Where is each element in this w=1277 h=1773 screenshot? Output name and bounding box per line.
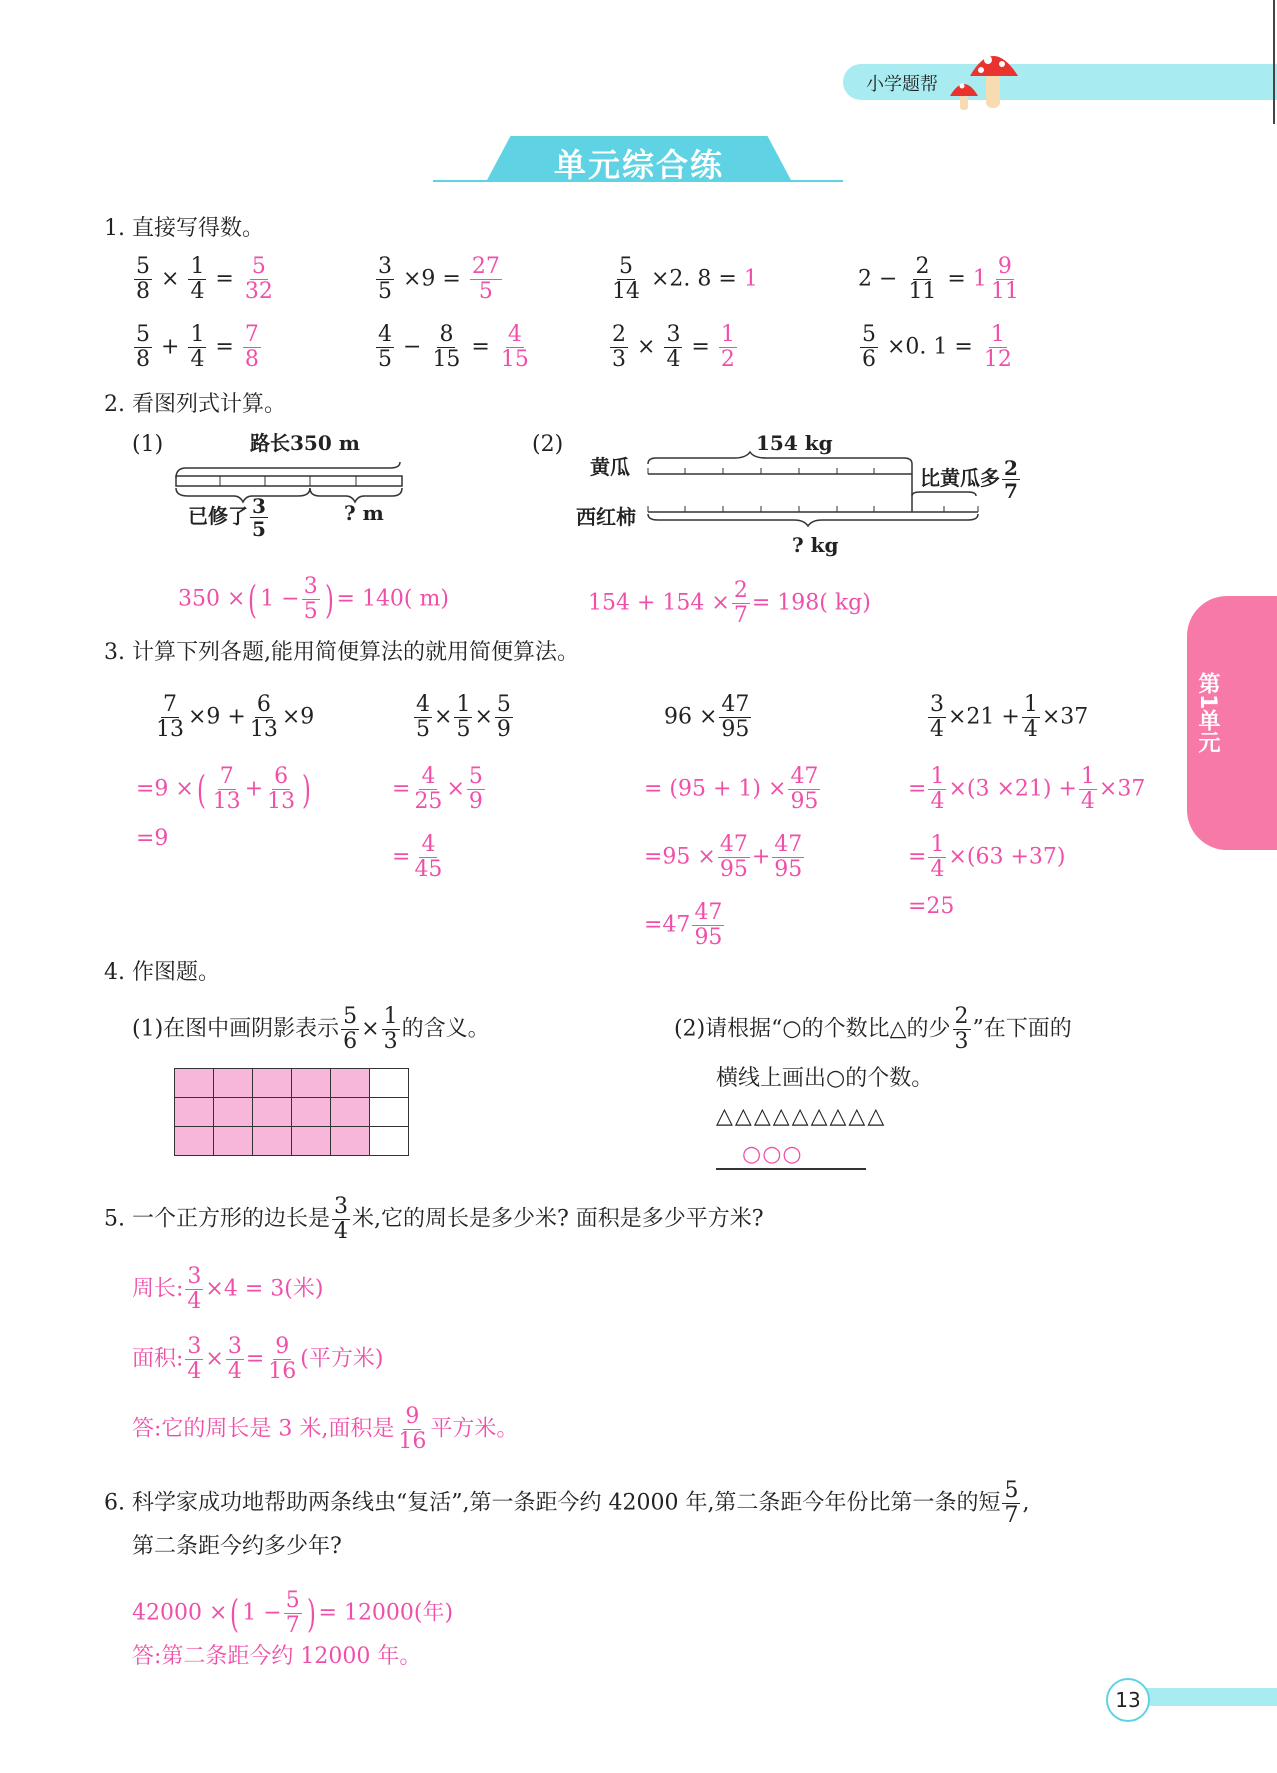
q3a-step1: =9 ×( $\frac{7}{13}$ + $\frac{6}{13}$ ) [136,764,311,814]
q3d-step3: =25 [908,894,955,919]
q3b-step1: = $\frac{4}{25}$ × $\frac{5}{9}$ [392,764,483,814]
q2-part1-answer: 350 ×( 1 − $\frac{3}{5}$ ) = 140( m) [178,574,449,624]
q5-final-answer: 答:它的周长是 3 米,面积是 $\frac{9}{16}$ 平方米。 [132,1404,519,1454]
tomato-label: 西红柿 [576,505,636,529]
q3-title: 3. 计算下列各题,能用简便算法的就用简便算法。 [104,640,579,665]
q1-item: $\frac{5}{8}$ × $\frac{1}{4}$ = $\frac{5}{32}$ [136,254,273,304]
q1-item: $\frac{3}{5}$ ×9 = $\frac{27}{5}$ [378,254,500,304]
circle-answer: ○○○ [742,1142,803,1167]
q1-item: $\frac{5}{8}$ + $\frac{1}{4}$ = $\frac{7}{8}$ [136,322,259,372]
q1-item: $\frac{2}{3}$ × $\frac{3}{4}$ = $\frac{1}{2}$ [612,322,735,372]
q3b-step2: = $\frac{4}{45}$ [392,832,443,882]
unit-label: 第1单元 [1195,672,1220,754]
q6-question-line1: 6. 科学家成功地帮助两条线虫“复活”,第一条距今约 42000 年,第二条距今年份比第一条的短 $\frac{5}{7}$ , [104,1478,1030,1528]
q3c-step3: =47 $\frac{47}{95}$ [644,900,723,950]
done-label: 已修了 $\frac{3}{5}$ [188,494,266,541]
unknown-m-label: ? m [344,501,384,525]
answer-line[interactable] [716,1168,866,1170]
q3d-expression: $\frac{3}{4}$ ×21 + $\frac{1}{4}$ ×37 [930,692,1089,742]
q3b-expression: $\frac{4}{5}$ × $\frac{1}{5}$ × $\frac{5}{9}$ [416,692,511,742]
q3c-step2: =95 × $\frac{47}{95}$ + $\frac{47}{95}$ [644,832,803,882]
right-edge-line [1273,0,1275,124]
q6-final-answer: 答:第二条距今约 12000 年。 [132,1644,422,1669]
q5-question: 5. 一个正方形的边长是 $\frac{3}{4}$ 米,它的周长是多少米? 面积是多少平方米? [104,1194,764,1244]
q4-part2-text-line2: 横线上画出○的个数。 [716,1066,934,1091]
q1-item: $\frac{5}{6}$ ×0. 1 = $\frac{1}{12}$ [862,322,1012,372]
q5-area-answer: 面积: $\frac{3}{4}$ × $\frac{3}{4}$ = $\frac{9}{16}$ (平方米) [132,1334,384,1384]
footer-bar [1130,1688,1277,1706]
mushroom-icon [948,42,1028,114]
q4-title: 4. 作图题。 [104,960,220,985]
q2-title: 2. 看图列式计算。 [104,392,286,417]
q6-answer: 42000 ×( 1 − $\frac{5}{7}$ ) = 12000(年) [132,1588,454,1638]
weight-label: 154 kg [756,431,833,455]
q1-title: 1. 直接写得数。 [104,216,264,241]
q3d-step1: = $\frac{1}{4}$ ×(3 ×21) + $\frac{1}{4}$ ×37 [908,764,1146,814]
q2-part1-number: (1) [132,432,164,457]
shading-grid[interactable] [174,1068,409,1156]
q1-item: 2 − $\frac{2}{11}$ = 1 $\frac{9}{11}$ [858,254,1019,304]
section-title: 单元综合练 [553,146,724,184]
q2-part2-number: (2) [532,432,564,457]
q1-item: $\frac{5}{14}$ ×2. 8 = 1 [612,254,758,304]
q3a-step2: =9 [136,826,169,851]
q3d-step2: = $\frac{1}{4}$ ×(63 +37) [908,832,1066,882]
more-label: 比黄瓜多 $\frac{2}{7}$ [920,456,1018,503]
q3c-expression: 96 × $\frac{47}{95}$ [664,692,750,742]
road-length-label: 路长350 m [250,431,360,455]
brand-label: 小学题帮 [866,74,938,95]
page-number: 13 [1106,1678,1150,1722]
q3c-step1: = (95 + 1) × $\frac{47}{95}$ [644,764,819,814]
unknown-kg-label: ? kg [792,533,839,557]
triangle-row: △△△△△△△△△ [716,1104,887,1129]
q4-part2-text: (2)请根据“○的个数比△的少 $\frac{2}{3}$ ”在下面的 [674,1004,1072,1054]
q4-part1-text: (1)在图中画阴影表示 $\frac{5}{6}$ × $\frac{1}{3}$ 的含义。 [132,1004,490,1054]
q2-part2-answer: 154 + 154 × $\frac{2}{7}$ = 198( kg) [588,578,871,628]
q1-item: $\frac{4}{5}$ − $\frac{8}{15}$ = $\frac{4}{15}$ [378,322,529,372]
q3a-expression: $\frac{7}{13}$ ×9 + $\frac{6}{13}$ ×9 [156,692,315,742]
q6-question-line2: 第二条距今约多少年? [132,1534,342,1559]
q5-perimeter-answer: 周长: $\frac{3}{4}$ ×4 = 3(米) [132,1264,324,1314]
cucumber-label: 黄瓜 [590,455,630,479]
